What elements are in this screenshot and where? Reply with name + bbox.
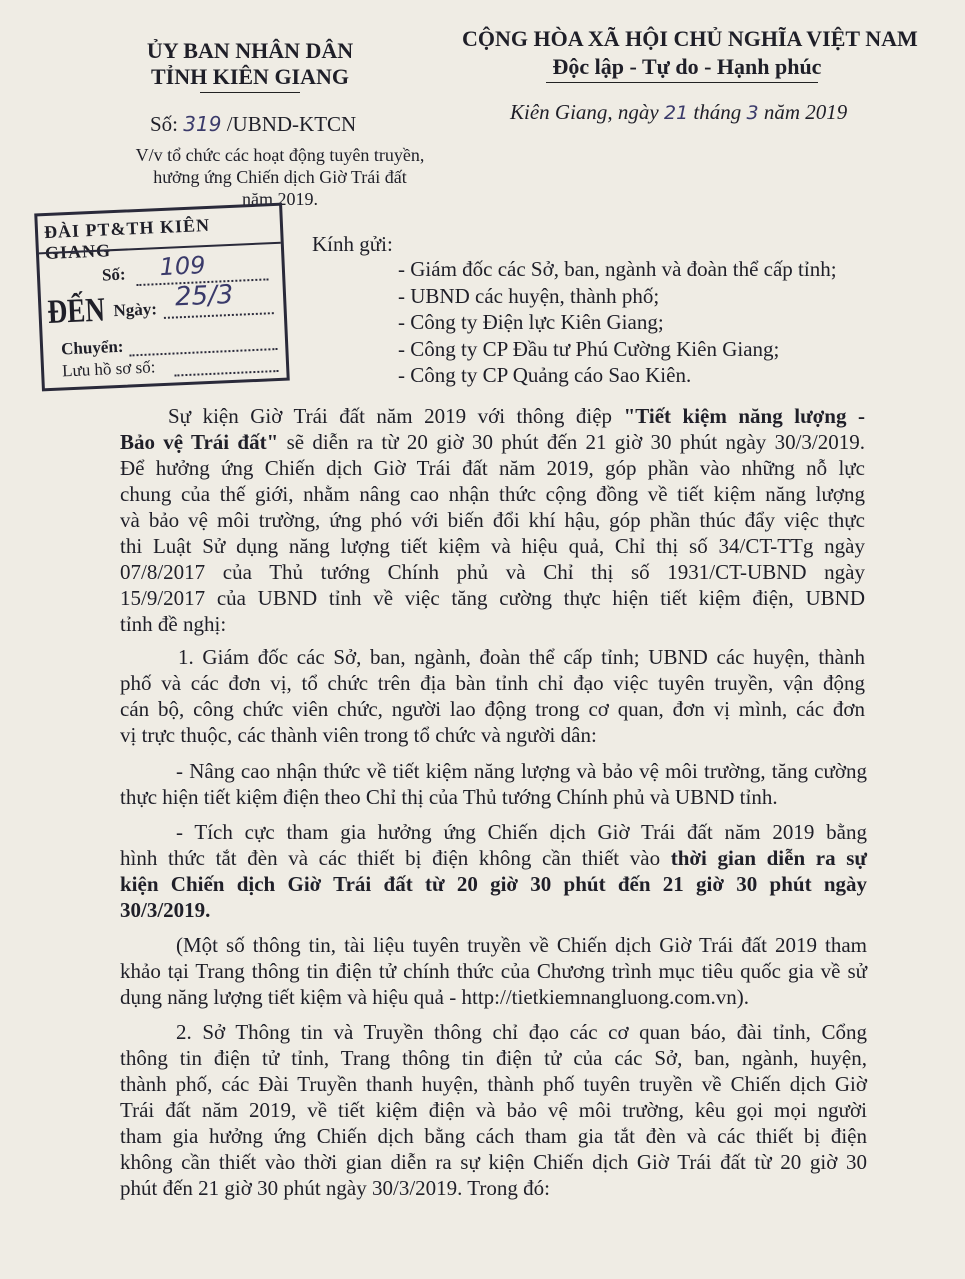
date-line <box>510 100 847 125</box>
p1-slogan: "Tiết kiệm năng lượng - <box>623 404 865 428</box>
recipient-item: - UBND các huyện, thành phố; <box>398 283 660 308</box>
recipient-list <box>398 256 837 389</box>
p2-line-3: cán bộ, công chức viên chức, người lao động trong cơ quan, đơn vị mình, các đơn <box>120 697 865 721</box>
p3-line-1: - Nâng cao nhận thức về tiết kiệm năng lượng và bảo vệ môi trường, tăng cường <box>176 759 867 783</box>
stamp-so-value: 109 <box>159 251 207 282</box>
p1-line-2 <box>120 429 865 455</box>
p1-line-9: tỉnh đề nghị: <box>120 612 227 636</box>
p6-line-6: không cần thiết vào thời gian diễn ra sự kiện Chiến dịch Giờ Trái đất từ 20 giờ 30 <box>120 1150 867 1174</box>
date-day: 21 <box>663 102 689 124</box>
motto-underline <box>546 82 818 83</box>
subject-line-1: V/v tổ chức các hoạt động tuyên truyền, <box>135 145 425 165</box>
p6-line-1: 2. Sở Thông tin và Truyền thông chỉ đạo các cơ quan báo, đài tỉnh, Cổng <box>176 1020 867 1044</box>
doc-number-handwritten: 319 <box>183 112 222 136</box>
p2-line-2: phố và các đơn vị, tổ chức trên địa bàn tỉnh chỉ đạo việc tuyên truyền, vận động <box>120 671 865 695</box>
p4-bold-text: thời gian diễn ra sự <box>670 846 867 870</box>
p1-line-7: 07/8/2017 của Thủ tướng Chính phủ và Chỉ thị số 1931/CT-UBND ngày <box>120 560 865 584</box>
doc-number-label: Số: <box>150 112 179 136</box>
date-month: 3 <box>746 102 759 124</box>
doc-number-suffix: /UBND-KTCN <box>226 112 357 136</box>
issuer-name <box>120 38 380 90</box>
p1-line-1 <box>168 403 865 429</box>
recipient-item: - Công ty CP Quảng cáo Sao Kiên. <box>398 363 692 387</box>
recipient-item: - Công ty Điện lực Kiên Giang; <box>398 310 664 334</box>
recipient-item: - Công ty CP Đầu tư Phú Cường Kiên Giang; <box>398 336 780 361</box>
p2-line-4: vị trực thuộc, các thành viên trong tổ chức và người dân: <box>120 723 597 747</box>
p1-line-3: Để hưởng ứng Chiến dịch Giờ Trái đất năm 2019, góp phần vào những nỗ lực <box>120 456 865 480</box>
p2-line-1: 1. Giám đốc các Sở, ban, ngành, đoàn thể cấp tỉnh; UBND các huyện, thành <box>178 645 865 669</box>
stamp-so-label: Số: <box>101 264 127 285</box>
stamp-luu-label: Lưu hồ sơ số: <box>61 357 156 381</box>
p6-line-3: thành phố, các Đài Truyền thanh huyện, thành phố tuyên truyền về Chiến dịch Giờ <box>120 1072 867 1096</box>
stamp-ngay-dots <box>164 312 274 319</box>
stamp-title: ĐÀI PT&TH KIÊN GIANG <box>43 214 211 264</box>
issuer-line-1: ỦY BAN NHÂN DÂN <box>146 38 354 63</box>
p6-line-7: phút đến 21 giờ 30 phút ngày 30/3/2019. Trong đó: <box>120 1176 550 1200</box>
stamp-chuyen-dots <box>129 348 277 356</box>
p1-line-8: 15/9/2017 của UBND tỉnh về việc tăng cường thực hiện tiết kiệm điện, UBND <box>120 586 865 610</box>
subject-line-2: hưởng ứng Chiến dịch Giờ Trái đất <box>153 167 407 187</box>
date-prefix: Kiên Giang, ngày <box>510 100 659 124</box>
stamp-ngay-label: Ngày: <box>113 299 158 321</box>
p1-line-4: chung của thế giới, nhằm nâng cao nhận thức cộng đồng về tiết kiệm năng lượng <box>120 482 865 506</box>
greeting: Kính gửi: <box>312 232 393 256</box>
receipt-stamp <box>34 203 290 392</box>
motto-line: Độc lập - Tự do - Hạnh phúc <box>552 54 822 79</box>
p4-line-1: - Tích cực tham gia hưởng ứng Chiến dịch Giờ Trái đất năm 2019 bằng <box>176 820 867 844</box>
stamp-luu-dots <box>174 370 278 377</box>
national-motto <box>462 26 918 80</box>
stamp-chuyen-label: Chuyển: <box>60 336 124 359</box>
p1-line-5: và bảo vệ môi trường, ứng phó với biến đổi khí hậu, góp phần thúc đẩy việc thực <box>120 508 865 532</box>
p6-line-4: Trái đất năm 2019, về tiết kiệm điện và bảo vệ môi trường, kêu gọi mọi người <box>120 1098 867 1122</box>
recipient-item: - Giám đốc các Sở, ban, ngành và đoàn thể cấp tỉnh; <box>398 257 837 281</box>
subject <box>130 144 430 210</box>
p1-text: Sự kiện Giờ Trái đất năm 2019 với thông điệp <box>168 404 624 428</box>
date-middle: tháng <box>693 100 742 124</box>
p4-line-4: 30/3/2019. <box>120 898 211 922</box>
p6-line-2: thông tin điện tử tỉnh, Trang thông tin điện tử của các Sở, ban, ngành, huyện, <box>120 1046 867 1070</box>
p3-line-2: thực hiện tiết kiệm điện theo Chỉ thị của Thủ tướng Chính phủ và UBND tỉnh. <box>120 785 778 809</box>
p5-line-1: (Một số thông tin, tài liệu tuyên truyền về Chiến dịch Giờ Trái đất 2019 tham <box>176 933 867 957</box>
p4-line-3: kiện Chiến dịch Giờ Trái đất từ 20 giờ 30 phút đến 21 giờ 30 phút ngày <box>120 872 867 896</box>
p1-line-6: thi Luật Sử dụng năng lượng tiết kiệm và hiệu quả, Chỉ thị số 34/CT-TTg ngày <box>120 534 865 558</box>
subject-line-3: năm 2019. <box>242 189 318 209</box>
p6-line-5: tham gia hưởng ứng Chiến dịch bằng cách tham gia tắt đèn và các thiết bị điện <box>120 1124 867 1148</box>
country-name: CỘNG HÒA XÃ HỘI CHỦ NGHĨA VIỆT NAM <box>462 26 918 51</box>
issuer-line-2: TỈNH KIÊN GIANG <box>150 64 350 89</box>
p5-line-3: dụng năng lượng tiết kiệm và hiệu quả - http://tietkiemnangluong.com.vn). <box>120 985 750 1009</box>
date-suffix: năm 2019 <box>763 100 848 124</box>
document-number <box>150 112 356 137</box>
p4-text: hình thức tắt đèn và các thiết bị điện không cần thiết vào <box>120 846 671 870</box>
p1-slogan-end: Bảo vệ Trái đất" <box>120 430 279 454</box>
issuer-underline <box>200 92 300 93</box>
p4-line-2 <box>120 845 867 871</box>
stamp-den: ĐẾN <box>46 291 106 331</box>
p5-line-2: khảo tại Trang thông tin điện tử chính thức của Chương trình mục tiêu quốc gia về sử <box>120 959 867 983</box>
stamp-ngay-value: 25/3 <box>174 279 235 313</box>
p1-text: sẽ diễn ra từ 20 giờ 30 phút đến 21 giờ 30 phút ngày 30/3/2019. <box>278 430 865 454</box>
